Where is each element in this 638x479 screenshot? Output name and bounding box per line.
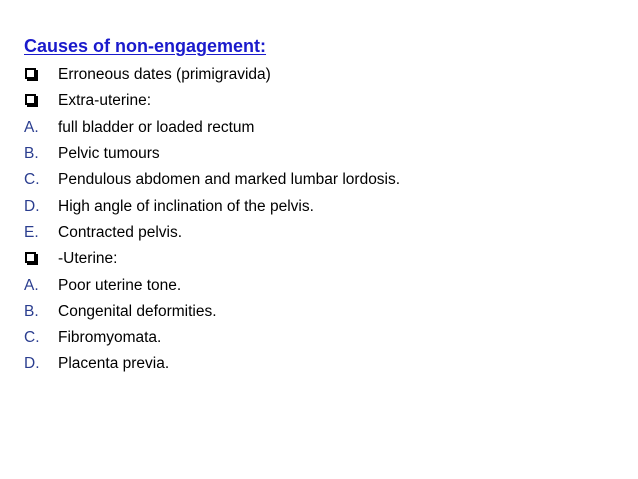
list-item [24,141,400,167]
list-item-text: Extra-uterine: [58,92,152,110]
list-item-text: Fibromyomata. [58,329,162,347]
slide-title: Causes of non-engagement: [24,36,267,56]
list-item-text: full bladder or loaded rectum [58,118,255,136]
list-item-text: Placenta previa. [58,355,170,373]
list-item-marker: A. [24,118,39,136]
list-item-text: Pendulous abdomen and marked lumbar lordosis. [58,171,401,189]
content-list [24,62,400,378]
list-item [24,62,400,88]
list-item [24,115,400,141]
list-item [24,167,400,193]
list-item-marker: D. [24,355,40,373]
list-item-text: Pelvic tumours [58,145,160,163]
list-item [24,272,400,298]
list-item-text: -Uterine: [58,250,118,268]
checkbox-bullet-icon [24,250,58,268]
list-item-text: Congenital deformities. [58,302,217,320]
list-item-marker: C. [24,329,40,347]
list-item-marker: C. [24,171,40,189]
list-item [24,220,400,246]
list-item [24,299,400,325]
list-item [24,351,400,377]
list-item-text: Erroneous dates (primigravida) [58,66,271,84]
list-item-marker: A. [24,276,39,294]
list-item [24,246,400,272]
list-item-text: Contracted pelvis. [58,223,183,241]
list-item-text: Poor uterine tone. [58,276,182,294]
checkbox-bullet-icon [24,66,58,84]
list-item-marker: B. [24,302,39,320]
list-item [24,88,400,114]
list-item [24,193,400,219]
list-item-text: High angle of inclination of the pelvis. [58,197,314,215]
list-item-marker: D. [24,197,40,215]
list-item [24,325,400,351]
list-item-marker: E. [24,223,39,241]
checkbox-bullet-icon [24,92,58,110]
list-item-marker: B. [24,145,39,163]
